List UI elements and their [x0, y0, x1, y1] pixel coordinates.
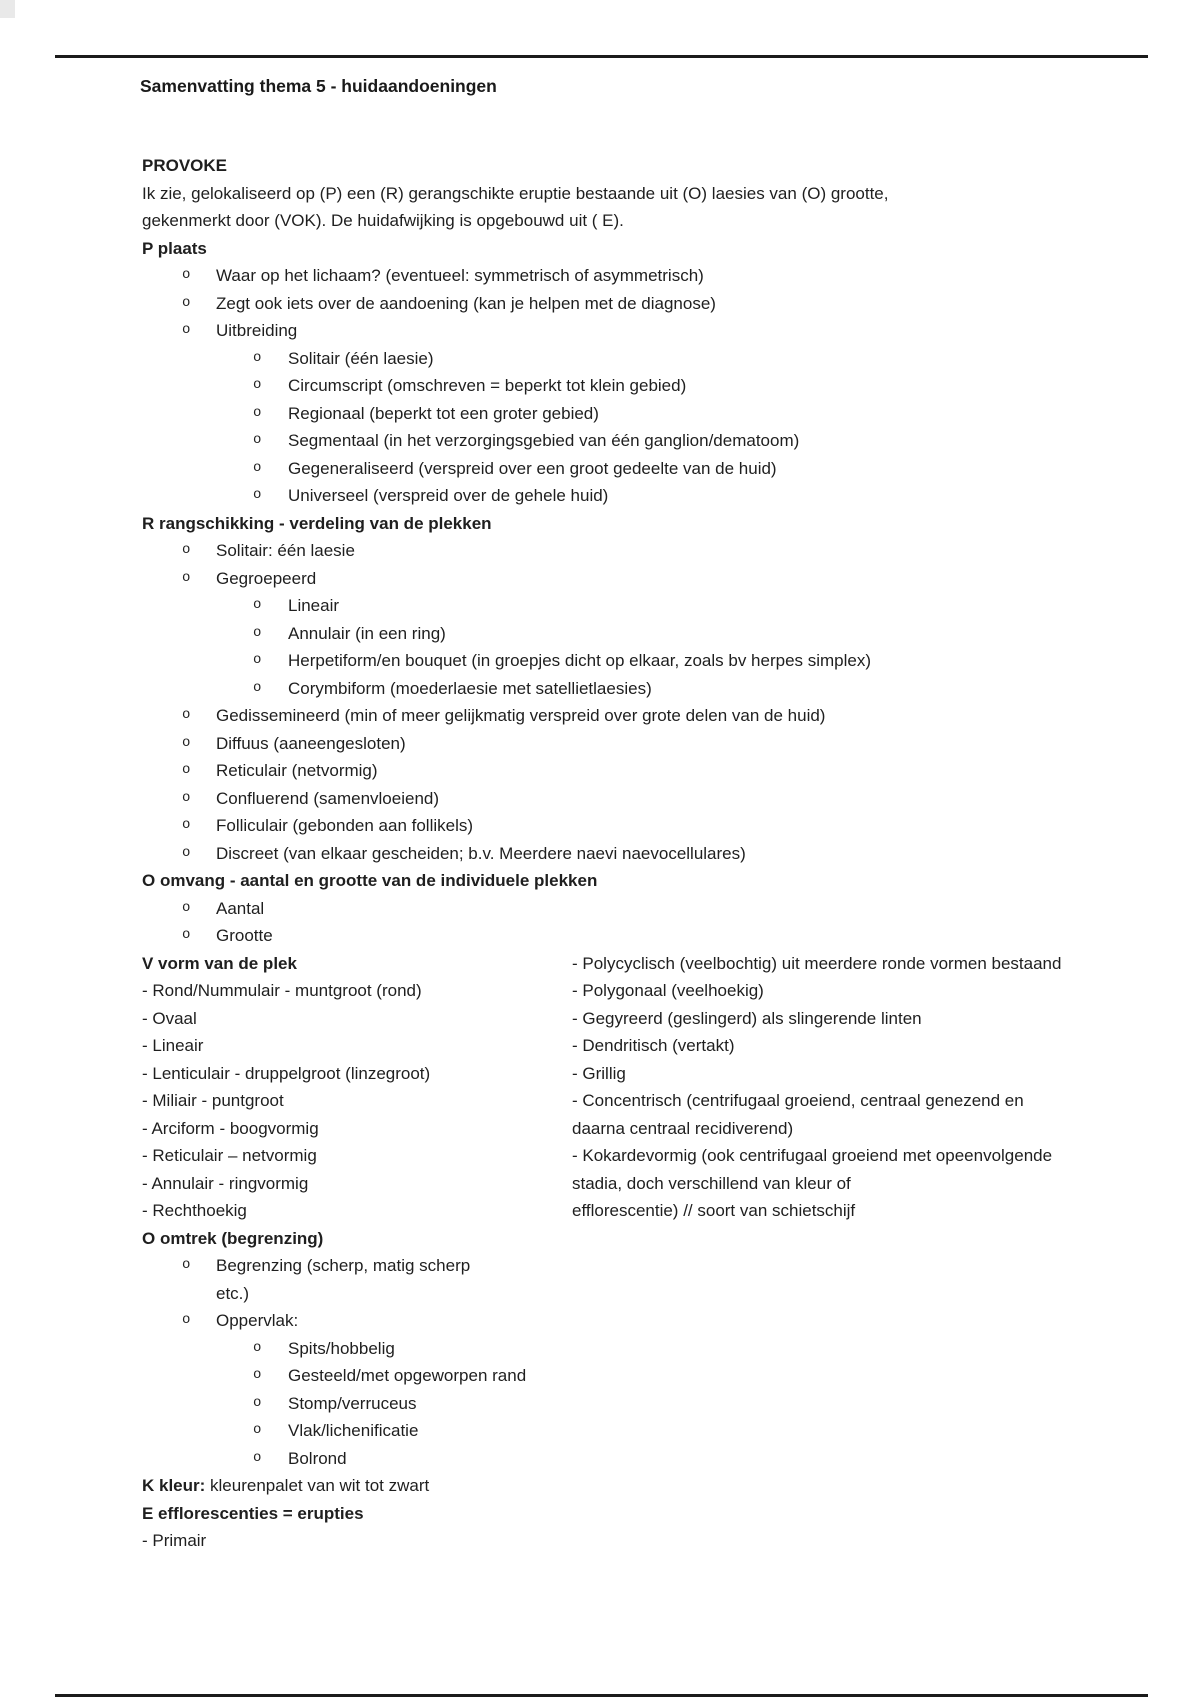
list-item-text: V vorm van de plek	[142, 953, 297, 973]
list-item	[572, 1005, 1158, 1033]
list-item-text: Circumscript (omschreven = beperkt tot klein gebied)	[288, 376, 687, 395]
list-item-text: - Miliair - puntgroot	[142, 1091, 284, 1110]
list-bullet: o	[253, 1339, 262, 1356]
list-item	[142, 1472, 572, 1500]
list-item-text: Solitair (één laesie)	[288, 348, 434, 368]
list-item	[142, 1252, 572, 1280]
list-item	[142, 537, 1158, 565]
list-item	[142, 1390, 572, 1418]
list-item	[572, 1197, 1158, 1225]
list-bullet: o	[182, 734, 191, 751]
list-item	[142, 922, 1158, 950]
list-bullet: o	[182, 294, 191, 311]
column-right	[572, 950, 1158, 1225]
list-bullet: o	[182, 927, 191, 943]
list-item	[572, 1115, 1158, 1143]
list-bullet: o	[253, 652, 262, 668]
list-item-text: Folliculair (gebonden aan follikels)	[216, 816, 474, 835]
top-divider	[55, 55, 1148, 58]
list-item	[572, 1060, 1158, 1088]
list-item	[142, 1170, 572, 1198]
document-body	[142, 152, 1158, 1555]
list-item-text: PROVOKE	[142, 156, 228, 175]
list-item	[142, 565, 1158, 593]
list-item-text: Diffuus (aaneengesloten)	[216, 733, 406, 753]
list-item	[142, 757, 1158, 785]
corner-artifact	[0, 0, 15, 18]
list-item-text: Gegroepeerd	[216, 568, 317, 588]
list-item	[142, 372, 1158, 400]
list-item-text: - Reticulair – netvormig	[142, 1146, 317, 1165]
list-bullet: o	[253, 1449, 262, 1466]
list-item	[142, 1142, 572, 1170]
list-item-text: - Lenticulair - druppelgroot (linzegroot)	[142, 1063, 431, 1083]
list-bullet: o	[182, 707, 191, 723]
list-item-text: - Concentrisch (centrifugaal groeiend, centraal genezend en	[572, 1091, 1024, 1110]
list-item-text: Gegeneraliseerd (verspreid over een groot gedeelte van de huid)	[288, 458, 777, 478]
section-heading	[142, 510, 1158, 538]
list-item-text: Lineair	[288, 596, 340, 615]
list-item-text: Uitbreiding	[216, 321, 298, 340]
list-item-text: - Gegyreerd (geslingerd) als slingerende linten	[572, 1008, 922, 1028]
document-title: Samenvatting thema 5 - huidaandoeningen	[140, 76, 497, 96]
list-bullet: o	[182, 542, 191, 558]
list-bullet: o	[253, 1367, 262, 1383]
list-item	[142, 1005, 572, 1033]
list-item	[142, 730, 1158, 758]
list-item	[142, 620, 1158, 648]
list-item-text: etc.)	[216, 1283, 250, 1303]
list-item	[572, 1087, 1158, 1115]
list-item	[572, 1032, 1158, 1060]
list-item-text: - Polycyclisch (veelbochtig) uit meerdere ronde vormen bestaand	[572, 953, 1062, 973]
list-item	[142, 482, 1158, 510]
list-item-text: P plaats	[142, 238, 207, 258]
list-item-text: Vlak/lichenificatie	[288, 1421, 419, 1440]
list-item	[142, 400, 1158, 428]
list-item-text: - Annulair - ringvormig	[142, 1173, 309, 1193]
list-item-text: O omvang - aantal en grootte van de individuele plekken	[142, 871, 598, 890]
list-bullet: o	[253, 1422, 262, 1438]
list-bullet: o	[182, 1312, 191, 1328]
list-item	[142, 1280, 572, 1308]
list-item-text: - Dendritisch (vertakt)	[572, 1036, 735, 1055]
list-item	[572, 1142, 1158, 1170]
list-item-text: Regionaal (beperkt tot een groter gebied)	[288, 403, 599, 423]
list-item-text: Confluerend (samenvloeiend)	[216, 788, 440, 808]
list-item-text: Oppervlak:	[216, 1311, 299, 1330]
list-item-text: Waar op het lichaam? (eventueel: symmetrisch of asymmetrisch)	[216, 266, 704, 285]
list-item	[142, 262, 1158, 290]
list-item	[142, 895, 1158, 923]
list-item	[142, 647, 1158, 675]
list-item-text: - Lineair	[142, 1036, 204, 1055]
list-item	[142, 977, 572, 1005]
list-item	[142, 1307, 572, 1335]
list-bullet: o	[253, 597, 262, 613]
list-item-text: Solitair: één laesie	[216, 541, 355, 560]
list-bullet: o	[182, 267, 191, 283]
list-item	[142, 427, 1158, 455]
list-item-text: Discreet (van elkaar gescheiden; b.v. Meerdere naevi naevocellulares)	[216, 843, 746, 863]
inline-bold-label: K kleur:	[142, 1476, 206, 1495]
list-item-text: - Primair	[142, 1531, 207, 1550]
list-item-text: Gesteeld/met opgeworpen rand	[288, 1366, 527, 1385]
list-item-text: efflorescentie) // soort van schietschijf	[572, 1201, 856, 1220]
section-heading	[142, 867, 1158, 895]
list-item	[142, 1362, 572, 1390]
list-item	[142, 455, 1158, 483]
list-bullet: o	[253, 679, 262, 696]
section-heading	[142, 1500, 572, 1528]
list-item-text: K kleur: kleurenpalet van wit tot zwart	[142, 1476, 430, 1495]
list-item	[142, 1335, 572, 1363]
list-item-text: Universeel (verspreid over de gehele huid)	[288, 486, 609, 505]
list-item-text: Segmentaal (in het verzorgingsgebied van één ganglion/dematoom)	[288, 431, 800, 450]
list-item-text: R rangschikking - verdeling van de plekken	[142, 513, 492, 533]
list-bullet: o	[182, 789, 191, 806]
list-item-text: - Polygonaal (veelhoekig)	[572, 981, 764, 1000]
list-item	[142, 1527, 572, 1555]
list-item	[142, 317, 1158, 345]
list-item	[142, 1032, 572, 1060]
list-item-text: Corymbiform (moederlaesie met satellietlaesies)	[288, 678, 652, 698]
list-item	[572, 1170, 1158, 1198]
list-bullet: o	[253, 404, 262, 421]
list-item	[142, 702, 1158, 730]
list-bullet: o	[182, 1257, 191, 1273]
list-item	[142, 345, 1158, 373]
list-item	[142, 180, 1158, 208]
list-item-text: - Grillig	[572, 1063, 626, 1083]
section-heading	[142, 235, 1158, 263]
list-item-text: - Kokardevormig (ook centrifugaal groeiend met opeenvolgende	[572, 1146, 1053, 1165]
list-item-text: - Arciform - boogvormig	[142, 1118, 319, 1138]
list-bullet: o	[253, 624, 262, 641]
list-item	[142, 207, 1158, 235]
list-item-text: O omtrek (begrenzing)	[142, 1228, 324, 1248]
list-bullet: o	[253, 459, 262, 476]
list-item-text: Spits/hobbelig	[288, 1338, 395, 1358]
section-heading	[142, 1225, 572, 1253]
list-item-text: gekenmerkt door (VOK). De huidafwijking is opgebouwd uit ( E).	[142, 211, 624, 230]
list-bullet: o	[182, 762, 191, 778]
list-item-text: Herpetiform/en bouquet (in groepjes dicht op elkaar, zoals bv herpes simplex)	[288, 651, 872, 670]
bottom-divider	[55, 1694, 1148, 1697]
list-item-text: E efflorescenties = erupties	[142, 1503, 364, 1523]
list-bullet: o	[182, 569, 191, 586]
two-column-section	[142, 950, 1158, 1555]
list-bullet: o	[182, 322, 191, 338]
list-bullet: o	[253, 377, 262, 393]
list-item-text: Aantal	[216, 898, 265, 918]
list-bullet: o	[182, 844, 191, 861]
list-item-text: Gedissemineerd (min of meer gelijkmatig verspreid over grote delen van de huid)	[216, 706, 826, 725]
list-bullet: o	[182, 817, 191, 833]
list-bullet: o	[253, 432, 262, 448]
list-item-text: Annulair (in een ring)	[288, 623, 446, 643]
list-item-text: Grootte	[216, 926, 273, 945]
outline-list	[142, 152, 1158, 950]
list-item	[142, 1197, 572, 1225]
list-item	[142, 290, 1158, 318]
list-item-text: Zegt ook iets over de aandoening (kan je helpen met de diagnose)	[216, 293, 716, 313]
list-item	[142, 592, 1158, 620]
list-item	[572, 950, 1158, 978]
section-heading	[142, 152, 1158, 180]
list-item	[142, 1417, 572, 1445]
section-heading	[142, 950, 572, 978]
column-left	[142, 950, 572, 1555]
list-item-text: Reticulair (netvormig)	[216, 761, 378, 780]
list-item	[142, 812, 1158, 840]
list-bullet: o	[253, 1394, 262, 1411]
list-bullet: o	[253, 487, 262, 503]
list-bullet: o	[253, 349, 262, 366]
list-item	[142, 785, 1158, 813]
list-item	[142, 675, 1158, 703]
list-item-text: daarna centraal recidiverend)	[572, 1118, 794, 1138]
list-item-text: Bolrond	[288, 1448, 347, 1468]
list-item-text: - Rechthoekig	[142, 1201, 247, 1220]
list-bullet: o	[182, 899, 191, 916]
list-item	[142, 1445, 572, 1473]
list-item-text: stadia, doch verschillend van kleur of	[572, 1173, 851, 1193]
list-item	[142, 1060, 572, 1088]
list-item-text: - Rond/Nummulair - muntgroot (rond)	[142, 981, 422, 1000]
list-item	[142, 1087, 572, 1115]
list-item	[142, 1115, 572, 1143]
list-item	[572, 977, 1158, 1005]
list-item-text: Ik zie, gelokaliseerd op (P) een (R) gerangschikte eruptie bestaande uit (O) laesies van (O) grootte,	[142, 183, 889, 203]
list-item	[142, 840, 1158, 868]
list-item-text: Stomp/verruceus	[288, 1393, 417, 1413]
list-item-text: - Ovaal	[142, 1008, 197, 1028]
list-item-text: Begrenzing (scherp, matig scherp	[216, 1256, 471, 1275]
